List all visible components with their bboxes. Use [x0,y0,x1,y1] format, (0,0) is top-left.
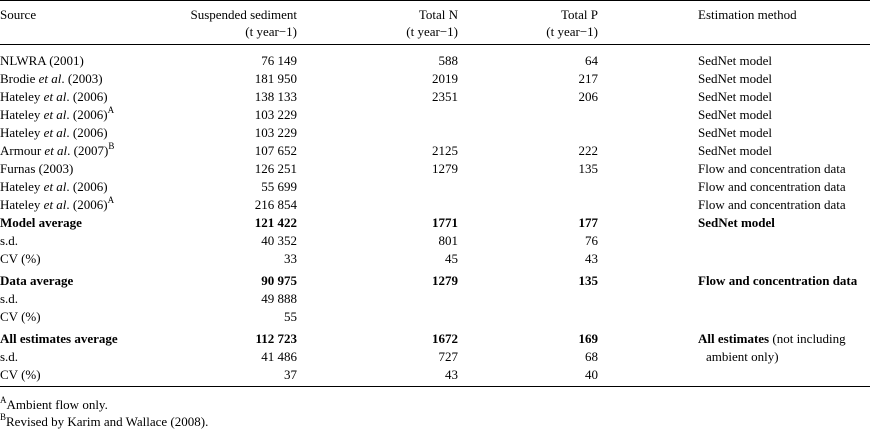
row-label: s.d. [0,233,19,248]
table-row [0,142,870,160]
sediment-value: 37 [284,367,297,382]
row-label: s.d. [0,291,19,306]
sediment-value: 49 888 [261,291,297,306]
total-p-value: 68 [585,349,598,364]
sediment-value: 181 950 [254,71,297,86]
total-p-value: 135 [578,273,598,288]
header-sediment: Suspended sediment (t year−1) [190,7,297,39]
method-value: Flow and concentration data [698,197,846,212]
total-n-value: 45 [445,251,458,266]
footnote-text: Ambient flow only. [6,397,108,412]
header-total-p: Total P (t year−1) [546,7,598,39]
source-cell: Brodie et al. (2003) [0,71,103,86]
total-n-value: 2351 [432,89,458,104]
model-sd-row [0,232,870,250]
model-average-row [0,214,870,232]
method-rest: (not including [769,331,846,346]
table-row [0,178,870,196]
total-n-value: 2019 [432,71,458,86]
sediment-value: 121 422 [254,215,297,230]
table-row [0,196,870,214]
total-p-value: 135 [578,161,598,176]
total-n-value: 727 [438,349,458,364]
all-sd-row [0,348,870,366]
method-value: SedNet model [698,215,775,230]
footnote-mark: B [0,411,7,422]
header-method: Estimation method [698,7,797,22]
table-header [0,6,870,42]
total-p-value: 222 [578,143,598,158]
row-label: All estimates average [0,331,118,346]
total-n-value: 1771 [432,215,458,230]
method-value: SedNet model [698,107,773,122]
source-cell: Armour et al. $(2007)^B$ [0,140,115,158]
method-value: Flow and concentration data [698,161,846,176]
total-n-value: 588 [438,53,458,68]
total-p-value: 40 [585,367,598,382]
table-row [0,70,870,88]
source-cell: Hateley et al. (2006) [0,89,108,104]
footnote-mark: A [0,394,7,405]
sediment-value: 112 723 [255,331,297,346]
row-label: Model average [0,215,82,230]
method-value: Flow and concentration data [698,273,858,288]
source-cell: Hateley et al. $(2006)^A$ [0,194,115,212]
bottom-rule [0,386,870,387]
sediment-value: 138 133 [254,89,297,104]
table-row [0,124,870,142]
table-row [0,106,870,124]
method-value: SedNet model [698,89,773,104]
total-n-value: 801 [438,233,458,248]
method-value: SedNet model [698,143,773,158]
total-n-value: 1279 [432,161,458,176]
source-cell: Furnas (2003) [0,161,74,176]
method-value: SedNet model [698,125,773,140]
sediment-value: 76 149 [261,53,297,68]
row-label: Data average [0,273,74,288]
table-row [0,160,870,178]
data-cv-row [0,308,870,326]
data-sd-row [0,290,870,308]
header-rule [0,44,870,45]
row-label: CV (%) [0,309,41,324]
sediment-value: 55 699 [261,179,297,194]
source-cell: Hateley et al. (2006) [0,125,108,140]
sediment-value: 103 229 [254,107,297,122]
header-total-n: Total N (t year−1) [406,7,458,39]
method-value: Flow and concentration data [698,179,846,194]
method-value: SedNet model [698,71,773,86]
source-cell: Hateley et al. (2006) [0,179,108,194]
total-p-value: 76 [585,233,598,248]
sediment-value: 107 652 [254,143,297,158]
footnote-text: Revised by Karim and Wallace (2008). [6,414,209,429]
row-label: CV (%) [0,367,41,382]
all-average-row [0,330,870,348]
model-cv-row [0,250,870,268]
all-cv-row [0,366,870,384]
total-n-value: 1279 [432,273,458,288]
sediment-value: 216 854 [254,197,297,212]
sediment-value: 90 975 [261,273,297,288]
sediment-value: 41 486 [261,349,297,364]
footnote-a [0,396,108,414]
table-row [0,88,870,106]
table-row [0,52,870,70]
total-p-value: 43 [585,251,598,266]
total-p-value: 64 [585,53,598,68]
footnote-b [0,413,208,431]
sediment-value: 55 [284,309,297,324]
method-value [698,330,846,348]
sediment-value: 40 352 [261,233,297,248]
source-cell: NLWRA (2001) [0,53,84,68]
total-n-value: 1672 [432,331,458,346]
sediment-value: 126 251 [254,161,297,176]
data-average-row [0,272,870,290]
sediment-value: 33 [284,251,297,266]
sediment-value: 103 229 [254,125,297,140]
total-n-value: 43 [445,367,458,382]
total-p-value: 169 [578,331,598,346]
top-rule [0,0,870,1]
method-bold: All estimates [698,331,770,346]
row-label: s.d. [0,349,19,364]
total-p-value: 206 [578,89,598,104]
method-continuation: ambient only) [706,349,779,364]
total-p-value: 177 [578,215,598,230]
header-source: Source [0,7,37,22]
total-p-value: 217 [578,71,598,86]
source-cell: Hateley et al. $(2006)^A$ [0,104,115,122]
row-label: CV (%) [0,251,41,266]
total-n-value: 2125 [432,143,458,158]
method-value: SedNet model [698,53,773,68]
